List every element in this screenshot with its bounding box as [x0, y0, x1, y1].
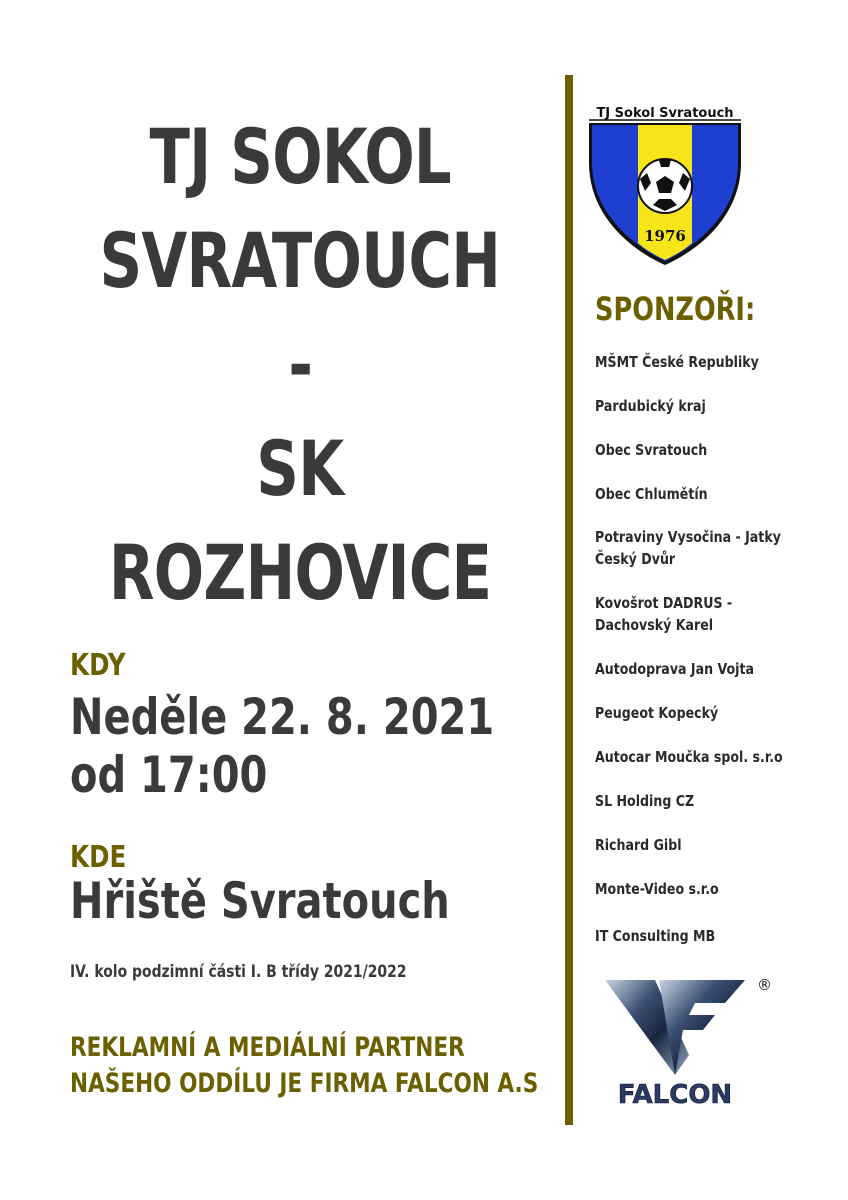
sponsor-item: Peugeot Kopecký [595, 704, 719, 722]
column-divider [565, 75, 573, 1125]
crest-club-name: TJ Sokol Svratouch [596, 106, 734, 121]
match-title [40, 105, 560, 625]
sponsor-item: Monte-Video s.r.o [595, 880, 719, 898]
partner-line-2: NAŠEHO ODDÍLU JE FIRMA FALCON A.S [70, 1068, 539, 1099]
sponsor-item: SL Holding CZ [595, 792, 695, 810]
versus-separator: - [288, 320, 312, 409]
sponsor-item: Obec Svratouch [595, 441, 708, 459]
home-team-line-1: TJ SOKOL [149, 112, 451, 201]
sponsor-item: Pardubický kraj [595, 397, 706, 415]
sponsor-item: Autocar Moučka spol. s.r.o [595, 748, 783, 766]
away-team-line-1: SK [256, 424, 344, 513]
sponsors-title: SPONZOŘI: [595, 290, 756, 328]
sponsor-item: Richard Gibl [595, 836, 682, 854]
club-crest-icon [583, 103, 748, 268]
match-date: Neděle 22. 8. 2021 [70, 688, 495, 746]
sponsor-item: MŠMT České Republiky [595, 353, 759, 371]
sponsor-item: Kovošrot DADRUS - Dachovský Karel [595, 594, 733, 634]
sponsor-item: Autodoprava Jan Vojta [595, 660, 755, 678]
when-value [70, 688, 600, 804]
partner-line-1: REKLAMNÍ A MEDIÁLNÍ PARTNER [70, 1032, 465, 1063]
away-team-line-2: ROZHOVICE [108, 528, 492, 617]
sponsor-item: Potraviny Vysočina - Jatky Český Dvůr [595, 528, 781, 568]
home-team-line-2: SVRATOUCH [99, 216, 501, 305]
when-label: KDY [70, 648, 126, 683]
sponsor-item: Obec Chlumětín [595, 485, 708, 503]
registered-mark: ® [757, 976, 772, 994]
sponsor-item: IT Consulting MB [595, 927, 716, 945]
falcon-logo-text: FALCON [617, 1080, 733, 1110]
where-label: KDE [70, 840, 127, 875]
round-info: IV. kolo podzimní části I. B třídy 2021/2022 [70, 962, 407, 982]
crest-year: 1976 [644, 227, 686, 245]
where-value: Hřiště Svratouch [70, 872, 450, 930]
match-time: od 17:00 [70, 746, 268, 804]
falcon-logo-icon [597, 975, 777, 1110]
